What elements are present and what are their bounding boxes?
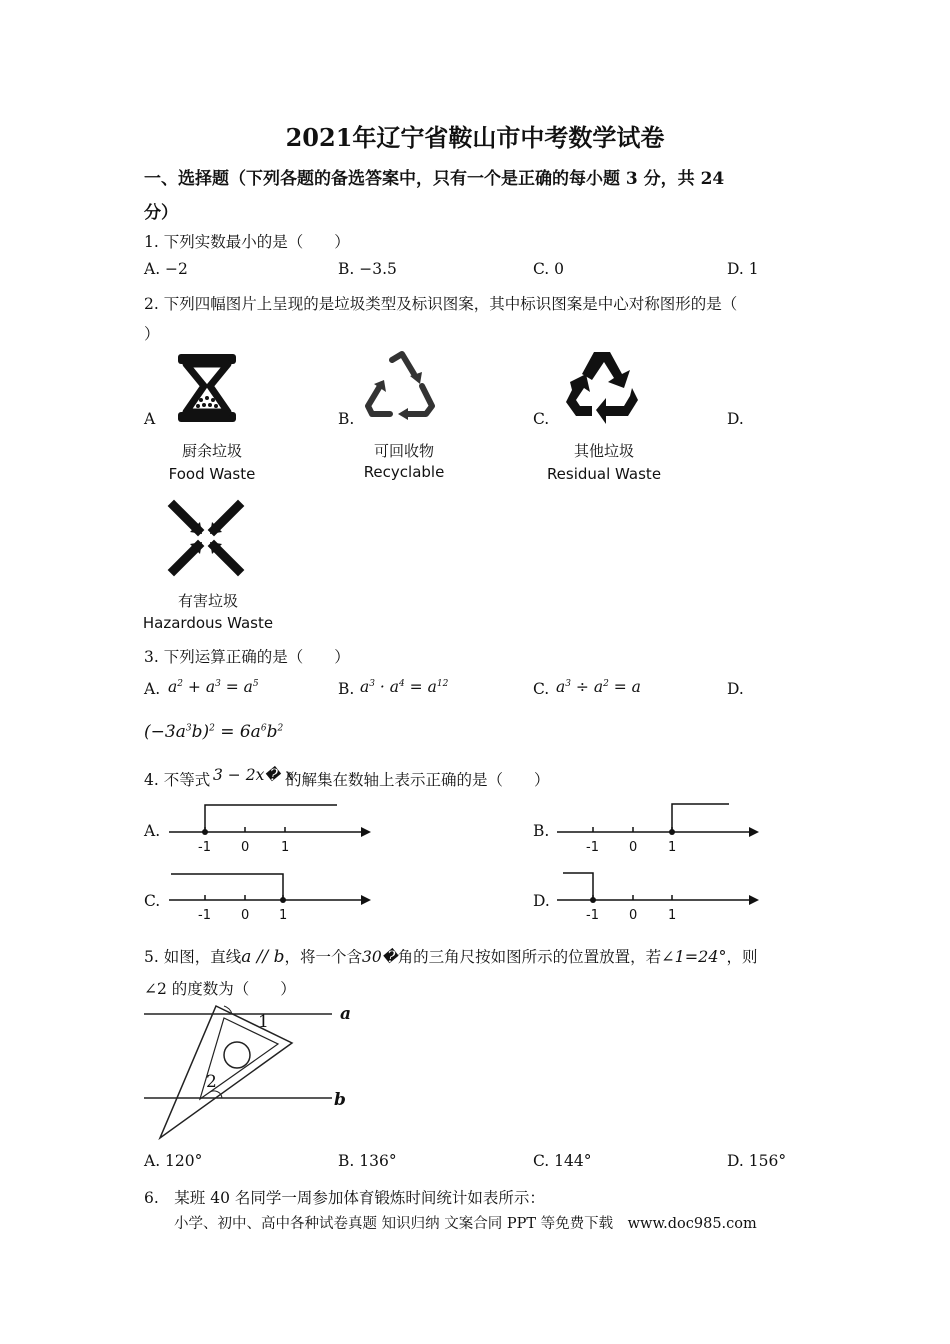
- q5-option-c: C. 144°: [533, 1152, 592, 1170]
- q3-option-d-letter: D.: [727, 680, 744, 698]
- q4-d-tick-0: 0: [629, 908, 638, 923]
- q4-option-c-letter: C.: [144, 892, 161, 910]
- q4-inequality: 3 − 2x� x: [213, 766, 294, 784]
- q4-number-line-c: [165, 868, 375, 928]
- q2-stem-line1: 2. 下列四幅图片上呈现的是垃圾类型及标识图案，其中标识图案是中心对称图形的是（: [144, 295, 738, 313]
- food-waste-icon: [172, 352, 242, 424]
- q1-option-a: A. −2: [144, 260, 188, 278]
- hazardous-waste-caption-en: Hazardous Waste: [142, 614, 274, 632]
- q4-d-tick-1: 1: [668, 908, 677, 923]
- q5-option-a: A. 120°: [144, 1152, 203, 1170]
- q3-option-b-letter: B.: [338, 680, 355, 698]
- q5-stem-line1: [144, 945, 758, 967]
- q5-line-b-label: b: [334, 1090, 346, 1110]
- q5-stem-line2: ∠2 的度数为（ ）: [144, 980, 296, 998]
- q4-a-tick-1: 1: [281, 840, 290, 855]
- q1-option-b: B. −3.5: [338, 260, 397, 278]
- q5-stem-a: 5. 如图，直线: [144, 948, 242, 966]
- q5-angle-1-label: 1: [258, 1012, 269, 1032]
- q1-stem: 1. 下列实数最小的是（ ）: [144, 233, 350, 251]
- q4-c-tick-1: 1: [279, 908, 288, 923]
- q1-option-d: D. 1: [727, 260, 759, 278]
- q4-number-line-d: [553, 868, 763, 928]
- q4-option-d-letter: D.: [533, 892, 550, 910]
- q4-stem-prefix: 4. 不等式: [144, 771, 211, 789]
- section-heading-line2: 分）: [144, 203, 178, 223]
- food-waste-caption-en: Food Waste: [168, 465, 256, 483]
- q4-stem-suffix: 的解集在数轴上表示正确的是（ ）: [286, 771, 550, 789]
- recyclable-icon: [362, 350, 442, 426]
- q3-stem: 3. 下列运算正确的是（ ）: [144, 648, 350, 666]
- q5-option-b: B. 136°: [338, 1152, 397, 1170]
- q1-option-c: C. 0: [533, 260, 565, 278]
- q4-number-line-b: [553, 800, 763, 860]
- q2-stem-line2: ）: [144, 325, 160, 343]
- q5-triangle-figure: [140, 1000, 370, 1145]
- residual-waste-icon: [562, 348, 642, 428]
- page-title: 2021年辽宁省鞍山市中考数学试卷: [285, 123, 665, 152]
- q3-option-a-letter: A.: [144, 680, 161, 698]
- q5-angle30: 30�: [362, 948, 398, 966]
- hazardous-waste-icon: [168, 500, 244, 576]
- q4-b-tick-0: 0: [629, 840, 638, 855]
- q2-option-d-letter: D.: [727, 410, 744, 428]
- q6-stem: 6. 某班 40 名同学一周参加体育锻炼时间统计如表所示：: [144, 1189, 545, 1207]
- recyclable-caption-cn: 可回收物: [373, 442, 434, 460]
- q5-angle-2-label: 2: [206, 1072, 217, 1092]
- recyclable-caption-en: Recyclable: [363, 463, 445, 481]
- q2-option-c-letter: C.: [533, 410, 550, 428]
- q4-option-a-letter: A.: [144, 822, 161, 840]
- q2-option-b-letter: B.: [338, 410, 355, 428]
- section-heading-line1: 一、选择题（下列各题的备选答案中，只有一个是正确的每小题 3 分，共 24: [144, 169, 725, 189]
- page-footer: 小学、初中、高中各种试卷真题 知识归纳 文案合同 PPT 等免费下载 www.doc985.com: [174, 1216, 757, 1232]
- q5-stem-c: 角的三角尺按如图所示的位置放置，若: [397, 948, 662, 966]
- q4-number-line-a: [165, 800, 375, 860]
- food-waste-caption-cn: 厨余垃圾: [181, 442, 242, 460]
- residual-waste-caption-en: Residual Waste: [546, 465, 662, 483]
- residual-waste-caption-cn: 其他垃圾: [573, 442, 634, 460]
- q5-parallel: a // b: [241, 947, 285, 967]
- q4-b-tick-1: 1: [668, 840, 677, 855]
- q5-angle1: ∠1=24°: [661, 947, 727, 966]
- q4-b-tick-neg1: -1: [586, 840, 599, 855]
- q4-option-b-letter: B.: [533, 822, 550, 840]
- q4-a-tick-neg1: -1: [198, 840, 211, 855]
- q3-option-c-expr: $a^3 \div a^2 = a$: [556, 678, 641, 696]
- q3-option-d-expr: $(-3a^3b)^2 = 6a^6b^2$: [144, 722, 284, 742]
- q5-stem-d: ，则: [726, 948, 758, 966]
- q5-option-d: D. 156°: [727, 1152, 787, 1170]
- q4-d-tick-neg1: -1: [586, 908, 599, 923]
- q5-line-a-label: a: [340, 1004, 352, 1024]
- hazardous-waste-caption-cn: 有害垃圾: [177, 592, 238, 610]
- q3-option-a-expr: $a^2 + a^3 = a^5$: [168, 678, 259, 696]
- q4-a-tick-0: 0: [241, 840, 250, 855]
- q3-option-c-letter: C.: [533, 680, 550, 698]
- q3-option-b-expr: $a^3 \cdot a^4 = a^{12}$: [360, 678, 449, 696]
- q5-stem-b: ，将一个含: [284, 948, 363, 966]
- q4-c-tick-neg1: -1: [198, 908, 211, 923]
- q2-option-a-letter: A: [144, 410, 156, 428]
- q4-c-tick-0: 0: [241, 908, 250, 923]
